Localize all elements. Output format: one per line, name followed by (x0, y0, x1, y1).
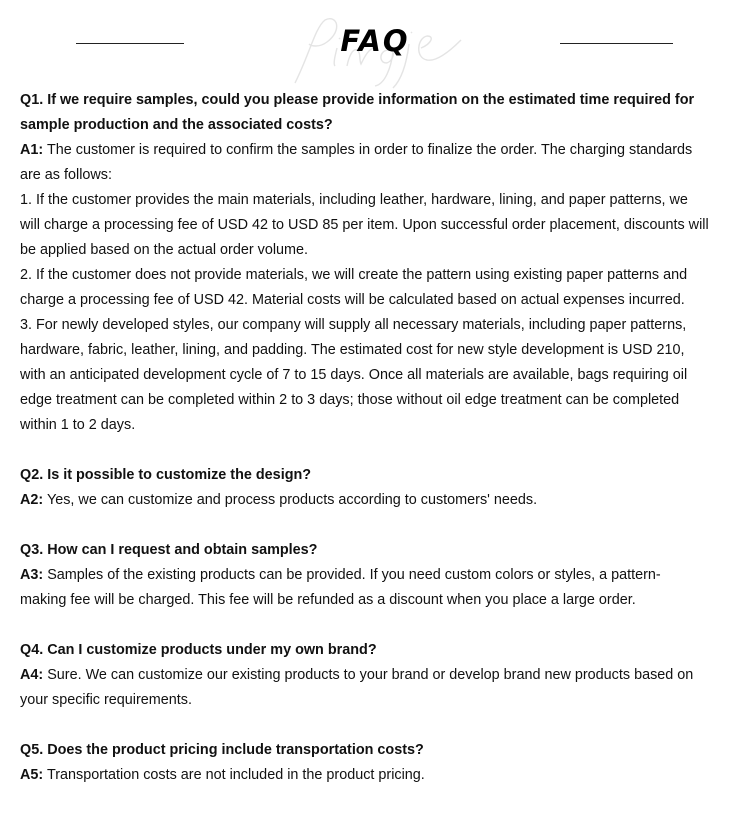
faq-answer-text: Sure. We can customize our existing products to your brand or develop brand new products based on (47, 667, 694, 683)
faq-list (20, 88, 740, 813)
faq-answer-line (20, 563, 740, 588)
faq-item-1 (20, 88, 740, 438)
page-title: FAQ (340, 24, 410, 58)
faq-answer-line: your specific requirements. (20, 692, 192, 708)
faq-answer-text: Yes, we can customize and process products according to customers' needs. (46, 492, 538, 508)
faq-answer-line (20, 663, 740, 688)
faq-answer-line (20, 763, 740, 788)
faq-answer-text: The customer is required to confirm the samples in order to finalize the order. The charging standards (46, 142, 693, 158)
faq-answer-line: 3. For newly developed styles, our company will supply all necessary materials, including paper patterns, (20, 317, 687, 333)
faq-answer-line: with an anticipated development cycle of 7 to 15 days. Once all materials are available, bags requiring oil (20, 367, 688, 383)
faq-answer-label: A4: (20, 667, 44, 683)
faq-item-5 (20, 738, 740, 788)
faq-answer-line: making fee will be charged. This fee will be refunded as a discount when you place a large order. (20, 592, 636, 608)
faq-answer-line: be applied based on the actual order volume. (20, 242, 309, 258)
faq-item-2 (20, 463, 740, 513)
faq-answer-line: edge treatment can be completed within 2 to 3 days; those without oil edge treatment can be completed (20, 392, 680, 408)
faq-item-3 (20, 538, 740, 613)
faq-answer-label: A1: (20, 142, 44, 158)
faq-answer-line: 1. If the customer provides the main materials, including leather, hardware, lining, and paper patterns, we (20, 192, 688, 208)
faq-question: Q5. Does the product pricing include transportation costs? (20, 742, 424, 758)
faq-answer-text: Samples of the existing products can be provided. If you need custom colors or styles, a pattern- (47, 567, 661, 583)
faq-question: Q2. Is it possible to customize the design? (20, 467, 312, 483)
faq-answer-line: hardware, fabric, leather, lining, and padding. The estimated cost for new style development is USD 210, (20, 342, 685, 358)
faq-answer-line: are as follows: (20, 167, 112, 183)
faq-answer-line: 2. If the customer does not provide materials, we will create the pattern using existing paper patterns and (20, 267, 688, 283)
faq-answer-label: A2: (20, 492, 44, 508)
faq-item-4 (20, 638, 740, 713)
faq-answer-text: Transportation costs are not included in the product pricing. (46, 767, 425, 783)
faq-answer-line (20, 138, 740, 163)
faq-answer-label: A3: (20, 567, 44, 583)
faq-question: Q3. How can I request and obtain samples? (20, 542, 318, 558)
faq-answer-line (20, 488, 740, 513)
header-divider-right (560, 43, 673, 44)
faq-question: Q4. Can I customize products under my own brand? (20, 642, 377, 658)
page-header (0, 0, 750, 90)
faq-answer-line: charge a processing fee of USD 42. Material costs will be calculated based on actual expenses incurred. (20, 292, 685, 308)
faq-answer-label: A5: (20, 767, 44, 783)
faq-answer-line: within 1 to 2 days. (20, 417, 136, 433)
faq-answer-line: will charge a processing fee of USD 42 to USD 85 per item. Upon successful order placement, discounts will (20, 217, 709, 233)
faq-question: Q1. If we require samples, could you please provide information on the estimated time required for sample production and the associated costs? (20, 92, 695, 133)
